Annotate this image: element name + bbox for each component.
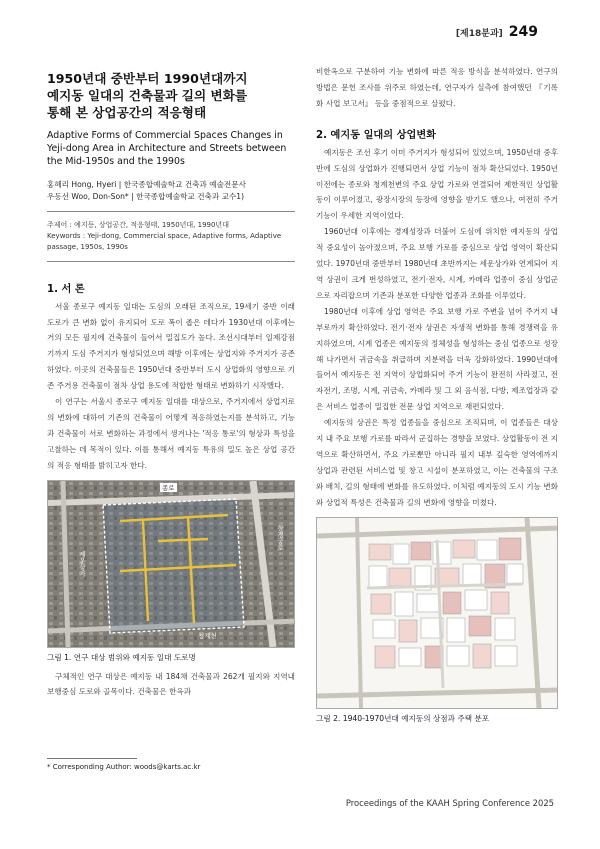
title-english: Adaptive Forms of Commercial Spaces Changes in Yeji-dong Area in Architecture and Streets between the Mid-1950s and the 1990s [47, 130, 287, 168]
left-column [47, 64, 295, 700]
paragraph: 서울 종로구 예지동 일대는 도심의 오래된 조직으로, 19세기 중반 이래 도로가 큰 변화 없이 유지되어 도로 폭이 좁은 데다가 1930년대 이후에는 거의 모든 필지에 건축물이 들어서 밀집도가 높다. 조선시대부터 일제강점기까지 도심 주거지가 형성되었으며 해방 이후에는 상업지와 주거지가 공존하였다. 이곳의 건축물들은 1950년대 중반부터 도시 상업화의 영향으로 기존 주거용 건축물이 점차 상업 용도에 적합한 형태로 변화하기 시작했다. [47, 301, 295, 391]
paragraph: 이 연구는 서울시 종로구 예지동 일대를 대상으로, 주거지에서 상업지로의 변화에 대하여 기존의 건축물이 어떻게 적응하였는지를 분석하고, 기능과 건축물이 서로 변화하는 과정에서 생겨나는 '적응 통로'의 형상과 특성을 고찰하는 데 목적이 있다. 이를 통해서 예지동 특유의 밀도 높은 상업 공간의 적응 형태를 밝히고자 한다. [47, 397, 295, 470]
paragraph: 예지동의 상권은 특정 업종들을 중심으로 조직되며, 이 업종들은 대상지 내 주요 보행 가로를 따라서 군집하는 경향을 보였다. 상업활동이 전 지역으로 확산하면서, 주요 가로뿐만 아니라 필지 내부 깊숙한 영역에까지 상업과 관련된 서비스업 및 창고 시설이 분포하였고, 이는 건축물의 구조와 배치, 길의 형태에 변화를 유도하였다. 이처럼 예지동의 도시 기능 변화와 상업적 특성은 건축물과 길의 변화에 영향을 미쳤다. [316, 418, 558, 507]
distribution-map-image [317, 518, 558, 708]
map-label-cheonggyecheon: 청계천 [198, 631, 217, 640]
paragraph: 비한옥으로 구분하여 기능 변화에 따른 적응 방식을 분석하였다. 연구의 방법은 문헌 조사를 위주로 하였는데, 연구자가 실측에 참여했던 『기록화 사업 보고서』 등을 중점적으로 살폈다. [316, 67, 558, 108]
right-column [316, 64, 558, 730]
page-number: 249 [508, 24, 538, 40]
paragraph: 구체적인 연구 대상은 예지동 내 184채 건축물과 262개 필지와 지역내 보행중심 도로와 골목이다. 건축물은 한옥과 [47, 671, 295, 697]
map-label-jongno: 종로 [162, 483, 175, 492]
section-label: [제18분과] [455, 28, 503, 39]
map-label-sewoon: 세운상가 [78, 550, 86, 577]
map-label-changgyeonggung-ro: 창경궁로 [276, 524, 284, 551]
footnote [47, 758, 295, 771]
figure-2-caption: 그림 2. 1940-1970년대 예지동의 상점과 주택 분포 [316, 713, 490, 723]
figure-1-caption: 그림 1. 연구 대상 범위와 예지동 일대 도로명 [47, 652, 196, 662]
figure-1-aerial-map [47, 480, 295, 648]
paragraph: 1980년대 이후에 상업 영역은 주요 보행 가로 주변을 넘어 주거지 내부로까지 확산하였다. 전기·전자 상권은 자생적 변화를 통해 경쟁력을 유지하였으며, 시계 업종은 예지동의 정체성을 형성하는 중심 업종으로 성장해 나가면서 귀금속을 취급하며 지분력을 더욱 강화하였다. 1990년대에 들어서 예지동은 전 지역이 상업화되어 주거 기능이 완전히 사라졌고, 전자전기, 조명, 시계, 귀금속, 카메라 및 그 외 음식점, 다방, 제조업장과 같은 서비스 업종이 밀집한 전문 상업 지역으로 재편되었다. [316, 306, 558, 412]
footnote-text: * Corresponding Author: woods@karts.ac.kr [47, 763, 201, 771]
divider [47, 261, 295, 262]
page-header [456, 24, 538, 40]
section-heading: 2. 예지동 일대의 상업변화 [316, 129, 437, 141]
title-korean: 1950년대 중반부터 1990년대까지 예지동 일대의 건축물과 길의 변화를 통해 본 상업공간의 적응형태 [47, 71, 248, 120]
authors [47, 179, 295, 203]
author-2: 우동선 Woo, Don-Son* | 한국종합예술학교 건축과 교수1) [47, 191, 245, 201]
paragraph: 1960년대 이후에는 경제성장과 더불어 도심에 위치한 예지동의 상업적 중요성이 높아졌으며, 주요 보행 가로를 중심으로 상업 영역이 확산되었다. 1970년대 중반부터 1980년대 초반까지는 세운상가와 연계되어 지역 상권이 크게 번성하였고, 전기·전자, 시계, 카메라 업종이 중심 상업군으로 자리잡으며 기존과 분포한 다양한 업종과 조화를 이루었다. [316, 227, 558, 300]
keywords: 주제어 : 예지동, 상업공간, 적응형태, 1950년대, 1990년대 Keywords : Yeji-dong, Commercial space, Adaptive forms, Adaptive passage, 1950s, 1990s [47, 220, 282, 251]
conference-footer: Proceedings of the KAAH Spring Conference 2025 [345, 798, 554, 808]
footnote-rule [47, 758, 137, 759]
section-heading: 1. 서 론 [47, 283, 85, 295]
paragraph: 예지동은 조선 후기 이미 주거지가 형성되어 있었으며, 1950년대 중후반에 도심의 상업화가 진행되면서 상업 기능이 점차 확산되었다. 1950년 이전에는 종로와 청계천변의 주요 상업 가로와 연결되어 제한적인 상업활동이 이루어졌고, 광장시장의 등장에 영향을 받기도 했으나, 여전히 주거 기능이 우세한 지역이었다. [316, 147, 558, 221]
author-1: 홍혜리 Hong, Hyeri | 한국종합예술학교 건축과 예술전문사 [47, 179, 246, 189]
figure-2-distribution-map [316, 517, 558, 709]
divider [47, 211, 295, 212]
